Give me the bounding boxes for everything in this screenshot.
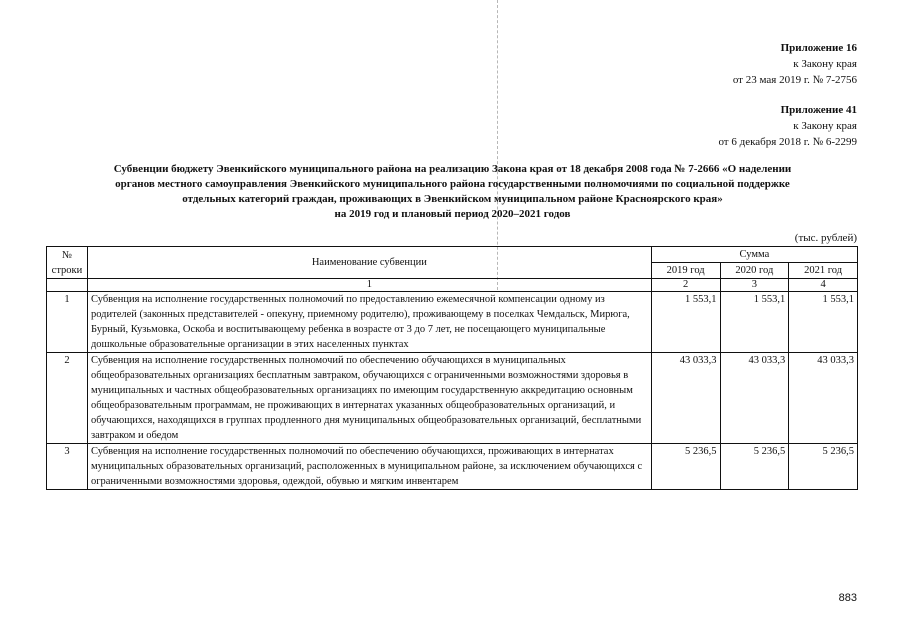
- header-year-2020: 2020 год: [720, 263, 789, 279]
- row-value-2019: 5 236,5: [651, 444, 720, 490]
- appendix-current-title: Приложение 16: [780, 42, 857, 54]
- appendix-original-line2: к Закону края: [793, 120, 857, 132]
- row-name: Субвенция на исполнение государственных полномочий по обеспечению обучающихся в муниципальных общеобразовательных организациях бесплатным завтраком, обучающихся с ограниченными возможностями здоровья в муниципальных и частных общеобразовательных организациях по имеющим государственную аккредитацию основным общеобразовательным программам, не проживающих в интернатах указанных общеобразовательных организаций, и обучающихся, находящихся в группах продленного дня муниципальных общеобразовательных организаций, бесплатными завтраком и обедом: [87, 353, 651, 444]
- row-number: 3: [47, 444, 88, 490]
- column-index-3: 3: [720, 279, 789, 292]
- appendix-current-line3: от 23 мая 2019 г. № 7-2756: [732, 74, 857, 86]
- column-index-row: [47, 279, 858, 292]
- appendix-original-title: Приложение 41: [780, 104, 857, 116]
- row-name: Субвенция на исполнение государственных полномочий по предоставлению ежемесячной компенсации одному из родителей (законных представителей - опекуну, приемному родителю), проживающему в поселках Чемдальск, Мирюга, Бурный, Кузьмовка, Оскоба и воспитывающему ребенка в возрасте от 3 до 7 лет, не посещающего муниципальные дошкольные образовательные организации в этих населенных пунктах: [87, 292, 651, 353]
- column-index-empty: [47, 279, 88, 292]
- units-label: (тыс. рублей): [794, 232, 857, 244]
- document-title-line1: Субвенции бюджету Эвенкийского муниципального района на реализацию Закона края от 18 декабря 2008 года № 7-2666 «О наделении: [113, 163, 792, 175]
- header-no-line2: строки: [51, 264, 83, 276]
- header-name: Наименование субвенции: [87, 247, 651, 279]
- row-value-2020: 5 236,5: [720, 444, 789, 490]
- header-year-2021: 2021 год: [789, 263, 858, 279]
- header-sum: Сумма: [651, 247, 857, 263]
- page-number: 883: [838, 592, 857, 604]
- document-title: [40, 162, 865, 222]
- appendix-original-block: [718, 102, 857, 150]
- header-no-line1: №: [61, 249, 72, 261]
- row-number: 1: [47, 292, 88, 353]
- row-value-2020: 1 553,1: [720, 292, 789, 353]
- header-row-number: [47, 247, 88, 279]
- row-value-2019: 1 553,1: [651, 292, 720, 353]
- row-value-2019: 43 033,3: [651, 353, 720, 444]
- header-year-2019: 2019 год: [651, 263, 720, 279]
- table-row: [47, 292, 858, 353]
- table-header-row: [47, 247, 858, 263]
- appendix-current-line2: к Закону края: [793, 58, 857, 70]
- appendix-original-line3: от 6 декабря 2018 г. № 6-2299: [718, 136, 857, 148]
- document-title-line2: органов местного самоуправления Эвенкийского муниципального района государственными полномочиями по социальной поддержке: [115, 178, 790, 190]
- subvention-table: [46, 246, 858, 490]
- table-row: [47, 353, 858, 444]
- row-name: Субвенция на исполнение государственных полномочий по обеспечению обучающихся, проживающих в интернатах муниципальных образовательных организаций, расположенных в муниципальном районе, за исключением обучающихся с ограниченными возможностями здоровья, одеждой, обувью и мягким инвентарем: [87, 444, 651, 490]
- column-index-2: 2: [651, 279, 720, 292]
- document-title-line3: отдельных категорий граждан, проживающих в Эвенкийском муниципальном районе Красноярского края»: [182, 193, 723, 205]
- table-row: [47, 444, 858, 490]
- column-index-4: 4: [789, 279, 858, 292]
- row-value-2020: 43 033,3: [720, 353, 789, 444]
- row-number: 2: [47, 353, 88, 444]
- document-title-line4: на 2019 год и плановый период 2020–2021 годов: [334, 208, 571, 220]
- appendix-current-block: [733, 40, 857, 88]
- column-index-1: 1: [87, 279, 651, 292]
- row-value-2021: 5 236,5: [789, 444, 858, 490]
- row-value-2021: 1 553,1: [789, 292, 858, 353]
- row-value-2021: 43 033,3: [789, 353, 858, 444]
